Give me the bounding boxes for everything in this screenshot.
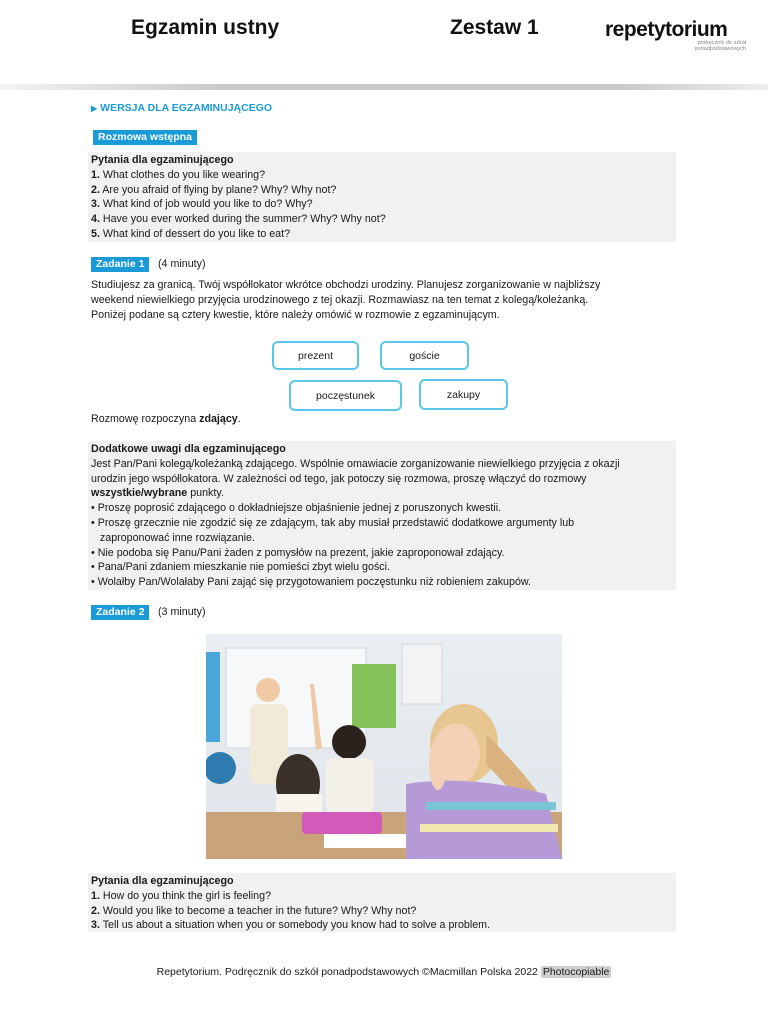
task2-questions-panel [88, 873, 676, 932]
photocopiable-badge: Photocopiable [542, 966, 610, 978]
intro-tag: Rozmowa wstępna [93, 130, 197, 145]
task2-time: (3 minuty) [158, 606, 206, 618]
footer-text: Repetytorium. Podręcznik do szkół ponadpodstawowych ©Macmillan Polska 2022 [156, 966, 541, 978]
note-bullet: zaproponować inne rozwiązanie. [91, 531, 255, 544]
question-item: 2. Are you afraid of flying by plane? Why? Why not? [91, 183, 337, 196]
issue-box-goscie: goście [380, 341, 469, 370]
notes-text: Jest Pan/Pani kolegą/koleżanką zdającego. Wspólnie omawiacie zorganizowanie niewielkiego przyjęcia z okazji [91, 457, 620, 470]
note-bullet: • Proszę grzecznie nie zgodzić się ze zdającym, tak aby musiał przedstawić dodatkowe argumenty lub [91, 516, 575, 529]
task1-notes-panel [88, 441, 676, 590]
question-item: 3. What kind of job would you like to do? Why? [91, 198, 313, 211]
intro-questions-panel [88, 152, 676, 242]
set-number: Zestaw 1 [450, 16, 539, 39]
notes-text: wszystkie/wybrane punkty. [91, 487, 224, 500]
issue-box-zakupy: zakupy [419, 379, 508, 410]
note-bullet: • Nie podoba się Panu/Pani żaden z pomysłów na prezent, jakie zaproponował zdający. [91, 546, 505, 559]
brand-logo: repetytorium [605, 18, 728, 41]
notes-heading: Dodatkowe uwagi dla egzaminującego [91, 443, 286, 455]
triangle-right-icon: ▶ [91, 104, 98, 113]
intro-heading: Pytania dla egzaminującego [91, 154, 234, 166]
version-label-text: WERSJA DLA EGZAMINUJĄCEGO [100, 102, 273, 114]
task1-description: Studiujesz za granicą. Twój współlokator wkrótce obchodzi urodziny. Planujesz zorganizowanie w najbliższy weekend niewielkiego przyjęcia urodzinowego z tej okazji. Rozmawiasz na ten temat z kolegą/koleżanką. Poniżej podane są cztery kwestie, które należy omówić w rozmowie z egzaminującym. [91, 279, 601, 321]
version-label [91, 102, 272, 114]
task1-time: (4 minuty) [158, 258, 206, 270]
brand-logo-subtitle: podręcznik do szkół ponadpodstawowych [694, 40, 746, 52]
note-bullet: • Proszę poprosić zdającego o dokładniejsze objaśnienie jednej z poruszonych kwestii. [91, 502, 502, 515]
question-item: 1. What clothes do you like wearing? [91, 168, 266, 181]
question-item: 2. Would you like to become a teacher in the future? Why? Why not? [91, 904, 417, 917]
question-item: 1. How do you think the girl is feeling? [91, 889, 272, 902]
task2-tag: Zadanie 2 [91, 605, 149, 620]
footer [0, 966, 768, 978]
question-item: 4. Have you ever worked during the summer? Why? Why not? [91, 213, 386, 226]
issue-box-poczestunek: poczęstunek [289, 380, 402, 411]
exam-title: Egzamin ustny [131, 16, 280, 39]
notes-text: urodzin jego współlokatora. W zależności od tego, jak potoczy się rozmowa, proszę włączyć do rozmowy [91, 472, 587, 485]
conversation-start-note: Rozmowę rozpoczyna zdający. [91, 413, 241, 425]
classroom-photo-image [206, 634, 562, 859]
task1-tag: Zadanie 1 [91, 257, 149, 272]
note-bullet: • Pana/Pani zdaniem mieszkanie nie pomieści zbyt wielu gości. [91, 561, 390, 574]
question-item: 3. Tell us about a situation when you or somebody you know had to solve a problem. [91, 919, 491, 932]
note-bullet: • Wolałby Pan/Wolałaby Pani zająć się przygotowaniem poczęstunku niż robieniem zakupów. [91, 576, 531, 589]
issue-box-prezent: prezent [272, 341, 359, 370]
classroom-photo [206, 634, 562, 859]
task2-heading: Pytania dla egzaminującego [91, 875, 234, 887]
question-item: 5. What kind of dessert do you like to eat? [91, 227, 291, 240]
header-divider [0, 84, 768, 90]
